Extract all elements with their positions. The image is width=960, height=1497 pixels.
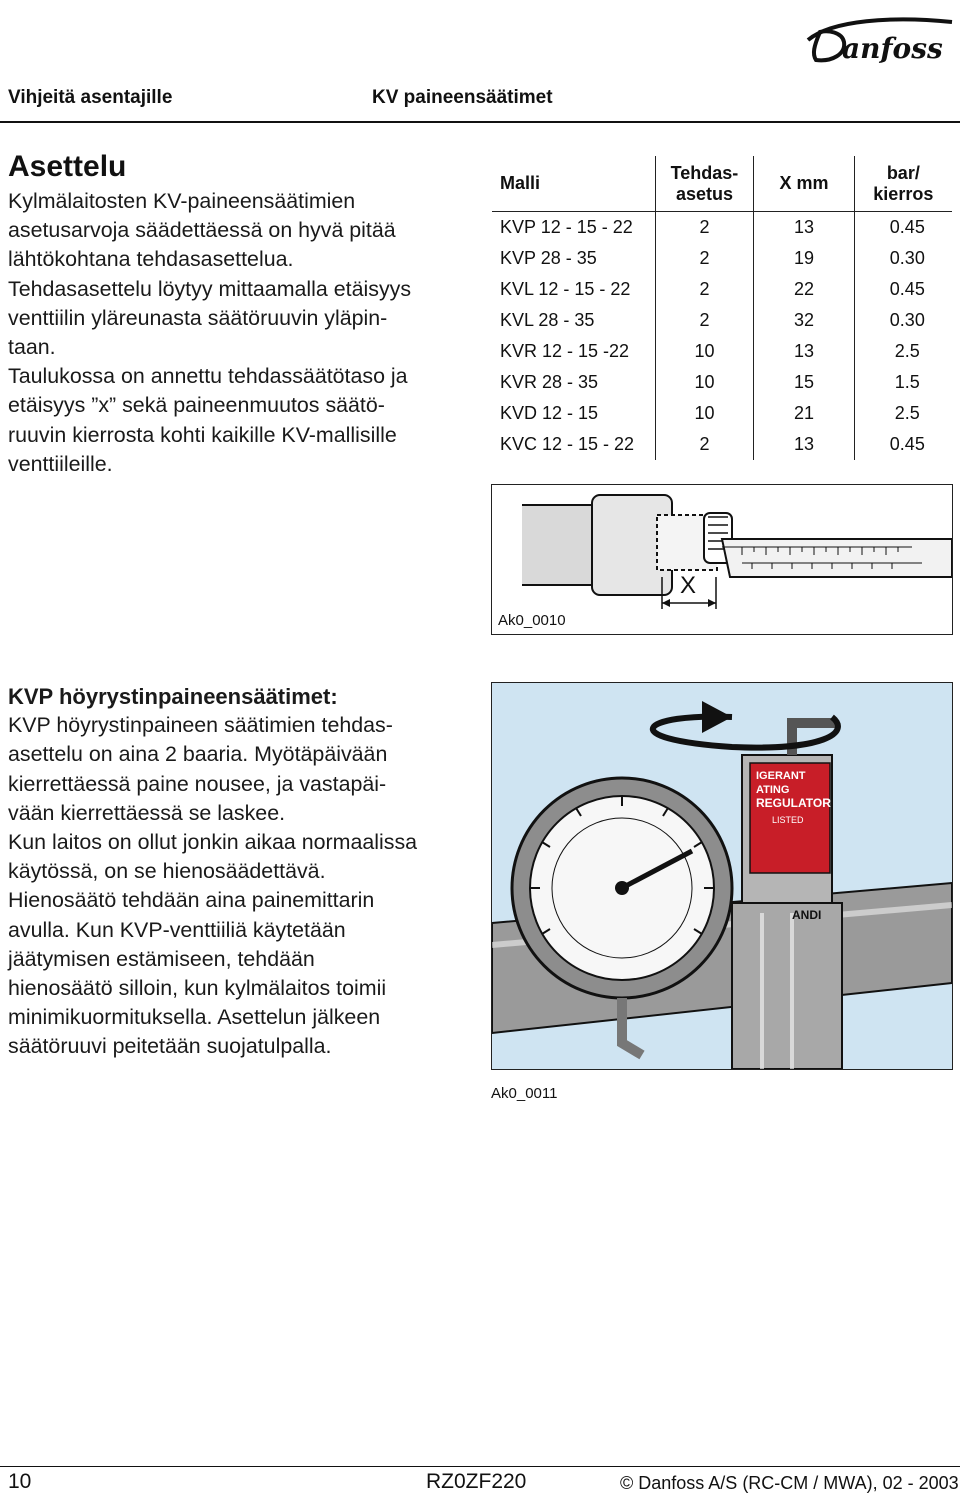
section2-line: Hienosäätö tehdään aina painemittarin — [8, 888, 375, 913]
section2-line: KVP höyrystinpaineen säätimien tehdas- — [8, 713, 393, 738]
section1-line: Taulukossa on annettu tehdassäätötaso ja — [8, 364, 408, 389]
table-row — [492, 212, 952, 244]
section2-line: hienosäätö silloin, kun kylmälaitos toimii — [8, 976, 387, 1001]
cell-model: KVC 12 - 15 - 22 — [500, 434, 635, 454]
cell-xmm: 13 — [754, 336, 854, 367]
label-line-3: REGULATOR — [756, 796, 831, 810]
section2-title: KVP höyrystinpaineensäätimet: — [8, 684, 338, 709]
cell-xmm: 19 — [754, 243, 854, 274]
section2-line: Kun laitos on ollut jonkin aikaa normaalissa — [8, 830, 418, 855]
cell-xmm: 13 — [754, 212, 854, 244]
table-row — [492, 367, 952, 398]
table-row — [492, 274, 952, 305]
cell-factory: 2 — [655, 243, 754, 274]
logo-text: anfoss — [842, 32, 943, 65]
section1-title: Asettelu — [8, 150, 127, 183]
section1-line: venttiileille. — [8, 451, 113, 476]
col-header-bar-kierros: bar/ kierros — [854, 156, 952, 212]
cell-model: KVP 28 - 35 — [500, 248, 597, 268]
cell-bar: 1.5 — [854, 367, 952, 398]
section2-body — [8, 682, 478, 1062]
section1-body — [8, 187, 478, 479]
section1-line: taan. — [8, 335, 56, 360]
cell-bar: 0.30 — [854, 305, 952, 336]
section2-line: jäätymisen estämiseen, tehdään — [8, 946, 315, 971]
danfoss-logo — [802, 10, 960, 68]
cell-model: KVR 28 - 35 — [500, 372, 599, 392]
cell-xmm: 13 — [754, 429, 854, 460]
section2-line: asettelu on aina 2 baaria. Myötäpäivään — [8, 742, 388, 767]
section2-line: minimikuormituksella. Asettelun jälkeen — [8, 1005, 381, 1030]
header-left: Vihjeitä asentajille — [8, 87, 173, 108]
x-dimension-label: X — [680, 572, 697, 599]
cell-factory: 2 — [655, 274, 754, 305]
cell-factory: 10 — [655, 367, 754, 398]
col-header-tehdasasetus: Tehdas- asetus — [655, 156, 754, 212]
table-row — [492, 336, 952, 367]
cell-xmm: 32 — [754, 305, 854, 336]
section1-line: ruuvin kierrosta kohti kaikille KV-mallisille — [8, 422, 397, 447]
cell-factory: 10 — [655, 398, 754, 429]
document-code: RZ0ZF220 — [426, 1470, 527, 1493]
cell-bar: 2.5 — [854, 398, 952, 429]
cell-bar: 2.5 — [854, 336, 952, 367]
cell-factory: 10 — [655, 336, 754, 367]
cell-bar: 0.45 — [854, 429, 952, 460]
cell-factory: 2 — [655, 305, 754, 336]
settings-table — [492, 156, 952, 460]
footer-rule — [0, 1466, 960, 1467]
label-line-2: ATING — [756, 784, 790, 796]
label-line-1: IGERANT — [756, 770, 806, 782]
cell-xmm: 22 — [754, 274, 854, 305]
cell-bar: 0.45 — [854, 274, 952, 305]
section1-line: venttiilin yläreunasta säätöruuvin yläpin- — [8, 305, 388, 330]
cell-factory: 2 — [655, 429, 754, 460]
cell-model: KVD 12 - 15 — [500, 403, 599, 423]
table-row — [492, 243, 952, 274]
section2-line: vään kierrettäessä se laskee. — [8, 800, 286, 825]
figure1-caption: Ak0_0010 — [498, 612, 566, 629]
regulator-gauge-illustration — [492, 683, 952, 1069]
section1-line: Tehdasasettelu löytyy mittaamalla etäisyys — [8, 276, 412, 301]
col-header-malli: Malli — [492, 156, 655, 212]
figure-regulator-gauge — [491, 682, 953, 1070]
cell-bar: 0.45 — [854, 212, 952, 244]
cell-model: KVP 12 - 15 - 22 — [500, 217, 633, 237]
section1-line: etäisyys ”x” sekä paineenmuutos säätö- — [8, 393, 385, 418]
cell-model: KVL 28 - 35 — [500, 310, 595, 330]
cell-model: KVR 12 - 15 -22 — [500, 341, 630, 361]
cell-xmm: 21 — [754, 398, 854, 429]
section2-line: avulla. Kun KVP-venttiiliä käytetään — [8, 917, 346, 942]
copyright: © Danfoss A/S (RC-CM / MWA), 02 - 2003 — [620, 1473, 959, 1493]
figure2-caption: Ak0_0011 — [491, 1085, 558, 1102]
section2-line: säätöruuvi peitetään suojatulpalla. — [8, 1034, 332, 1059]
cell-model: KVL 12 - 15 - 22 — [500, 279, 631, 299]
section1-line: Kylmälaitosten KV-paineensäätimien — [8, 189, 356, 213]
cell-factory: 2 — [655, 212, 754, 244]
cell-xmm: 15 — [754, 367, 854, 398]
header-right: KV paineensäätimet — [372, 87, 553, 108]
table-row — [492, 429, 952, 460]
col-header-xmm: X mm — [754, 156, 854, 212]
section2-line: kierrettäessä paine nousee, ja vastapäi- — [8, 771, 387, 796]
section2-line: käytössä, on se hienosäädettävä. — [8, 859, 326, 884]
table-row — [492, 398, 952, 429]
header-rule — [0, 121, 960, 123]
label-line-4: LISTED — [772, 815, 804, 825]
table-row — [492, 305, 952, 336]
section1-line: lähtökohtana tehdasasettelua. — [8, 247, 294, 272]
label-line-5: ANDI — [792, 908, 822, 922]
table-header-row — [492, 156, 952, 212]
cell-bar: 0.30 — [854, 243, 952, 274]
page-number: 10 — [8, 1470, 32, 1493]
section1-line: asetusarvoja säädettäessä on hyvä pitää — [8, 218, 396, 243]
